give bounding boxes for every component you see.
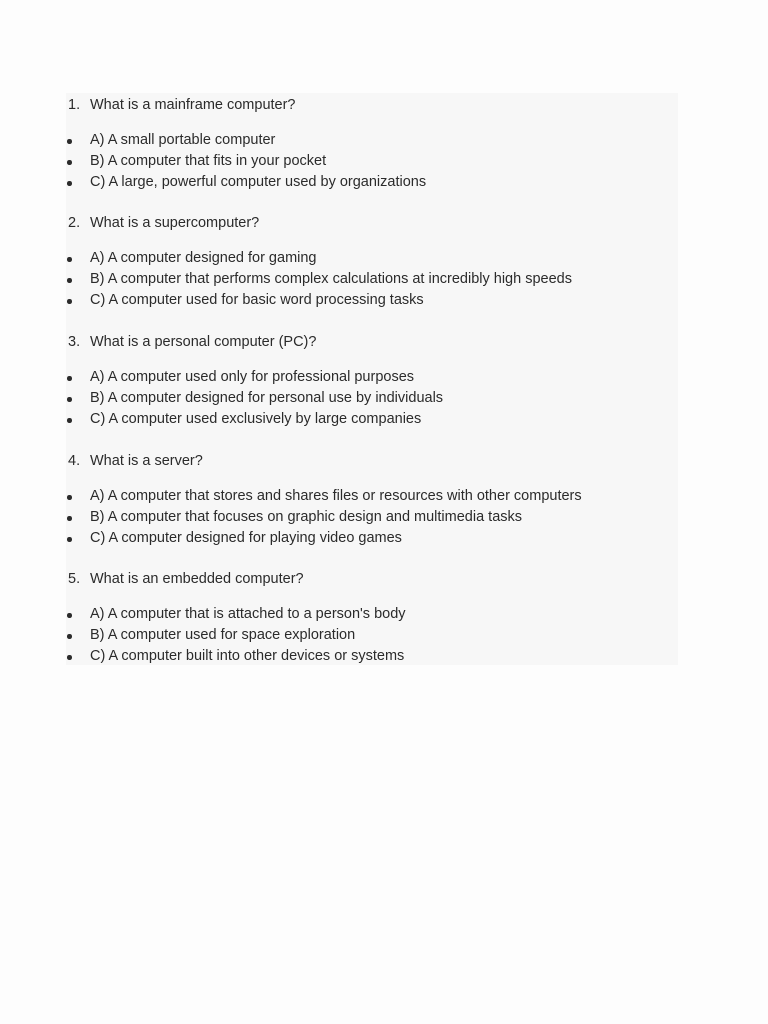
question-3 bbox=[66, 331, 678, 353]
option-item bbox=[66, 388, 678, 409]
option-item bbox=[66, 409, 678, 430]
question-number: 5. bbox=[68, 571, 81, 587]
question-number: 1. bbox=[68, 97, 81, 113]
option-item bbox=[66, 290, 678, 311]
bullet-icon bbox=[67, 397, 72, 402]
question-2 bbox=[66, 212, 678, 234]
question-1 bbox=[66, 94, 678, 116]
bullet-icon bbox=[67, 613, 72, 618]
option-text: A) A small portable computer bbox=[90, 132, 276, 148]
option-item bbox=[66, 486, 678, 507]
option-item bbox=[66, 367, 678, 388]
question-number: 3. bbox=[68, 334, 81, 350]
bullet-icon bbox=[67, 181, 72, 186]
option-text: B) A computer that performs complex calculations at incredibly high speeds bbox=[90, 271, 572, 287]
option-text: C) A large, powerful computer used by organizations bbox=[90, 174, 427, 190]
option-item bbox=[66, 604, 678, 625]
bullet-icon bbox=[67, 495, 72, 500]
bullet-icon bbox=[67, 299, 72, 304]
question-5 bbox=[66, 568, 678, 590]
option-text: A) A computer used only for professional purposes bbox=[90, 369, 415, 385]
option-text: A) A computer designed for gaming bbox=[90, 250, 317, 266]
question-text: What is a server? bbox=[90, 453, 203, 469]
option-text: B) A computer that fits in your pocket bbox=[90, 153, 327, 169]
option-text: C) A computer built into other devices or systems bbox=[90, 648, 405, 664]
question-text: What is an embedded computer? bbox=[90, 571, 304, 587]
option-text: A) A computer that is attached to a person's body bbox=[90, 606, 406, 622]
question-4 bbox=[66, 450, 678, 472]
question-text: What is a supercomputer? bbox=[90, 215, 260, 231]
option-item bbox=[66, 248, 678, 269]
bullet-icon bbox=[67, 376, 72, 381]
question-number: 4. bbox=[68, 453, 81, 469]
option-item bbox=[66, 151, 678, 172]
option-item bbox=[66, 646, 678, 667]
bullet-icon bbox=[67, 655, 72, 660]
question-number: 2. bbox=[68, 215, 81, 231]
option-item bbox=[66, 507, 678, 528]
option-item bbox=[66, 528, 678, 549]
option-text: A) A computer that stores and shares files or resources with other computers bbox=[90, 488, 582, 504]
bullet-icon bbox=[67, 160, 72, 165]
bullet-icon bbox=[67, 634, 72, 639]
quiz-content bbox=[66, 93, 678, 665]
bullet-icon bbox=[67, 516, 72, 521]
option-text: C) A computer designed for playing video games bbox=[90, 530, 402, 546]
option-text: C) A computer used for basic word processing tasks bbox=[90, 292, 424, 308]
option-item bbox=[66, 625, 678, 646]
option-text: B) A computer used for space exploration bbox=[90, 627, 356, 643]
question-text: What is a mainframe computer? bbox=[90, 97, 296, 113]
bullet-icon bbox=[67, 278, 72, 283]
option-item bbox=[66, 130, 678, 151]
option-text: B) A computer designed for personal use by individuals bbox=[90, 390, 444, 406]
option-item bbox=[66, 172, 678, 193]
option-text: B) A computer that focuses on graphic design and multimedia tasks bbox=[90, 509, 523, 525]
bullet-icon bbox=[67, 537, 72, 542]
bullet-icon bbox=[67, 418, 72, 423]
bullet-icon bbox=[67, 139, 72, 144]
question-text: What is a personal computer (PC)? bbox=[90, 334, 317, 350]
option-item bbox=[66, 269, 678, 290]
bullet-icon bbox=[67, 257, 72, 262]
option-text: C) A computer used exclusively by large companies bbox=[90, 411, 422, 427]
